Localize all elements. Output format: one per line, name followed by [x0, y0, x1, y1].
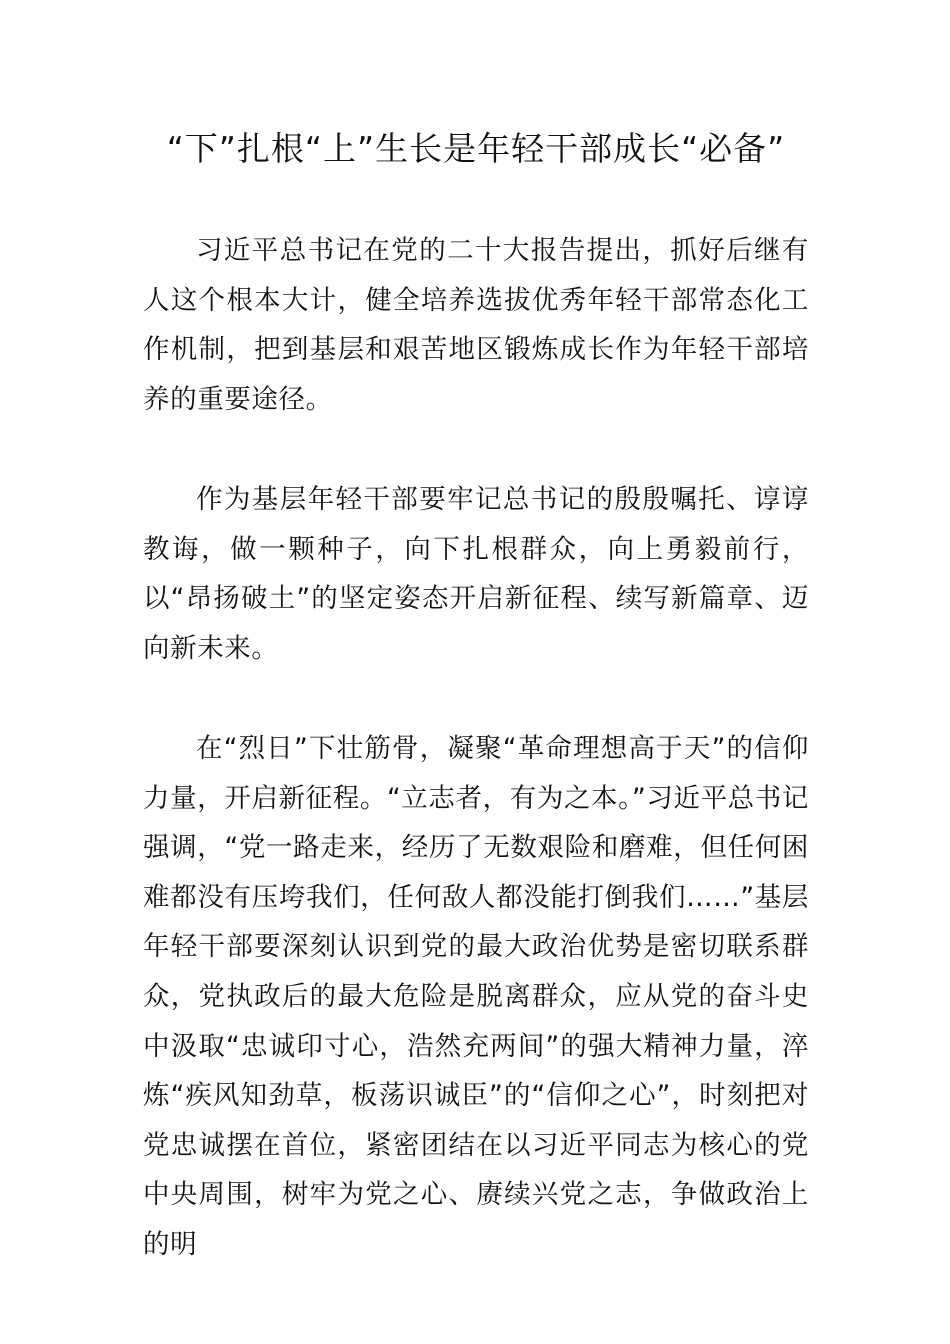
paragraph-1: 习近平总书记在党的二十大报告提出，抓好后继有人这个根本大计，健全培养选拔优秀年轻干部常态化工作机制，把到基层和艰苦地区锻炼成长作为年轻干部培养的重要途径。	[143, 235, 809, 415]
paragraph-2: 作为基层年轻干部要牢记总书记的殷殷嘱托、谆谆教诲，做一颗种子，向下扎根群众，向上勇毅前行，以“昂扬破土”的坚定姿态开启新征程、续写新篇章、迈向新未来。	[143, 484, 809, 664]
article-title: “下”扎根“上”生长是年轻干部成长“必备”	[166, 129, 786, 168]
paragraph-3: 在“烈日”下壮筋骨，凝聚“革命理想高于天”的信仰力量，开启新征程。“立志者，有为之本。”习近平总书记强调，“党一路走来，经历了无数艰险和磨难，但任何困难都没有压垮我们，任何敌人都没能打倒我们……”基层年轻干部要深刻认识到党的最大政治优势是密切联系群众，党执政后的最大危险是脱离群众，应从党的奋斗史中汲取“忠诚印寸心，浩然充两间”的强大精神力量，淬炼“疾风知劲草，板荡识诚臣”的“信仰之心”，时刻把对党忠诚摆在首位，紧密团结在以习近平同志为核心的党中央周围，树牢为党之心、赓续兴党之志，争做政治上的明	[143, 733, 809, 1260]
